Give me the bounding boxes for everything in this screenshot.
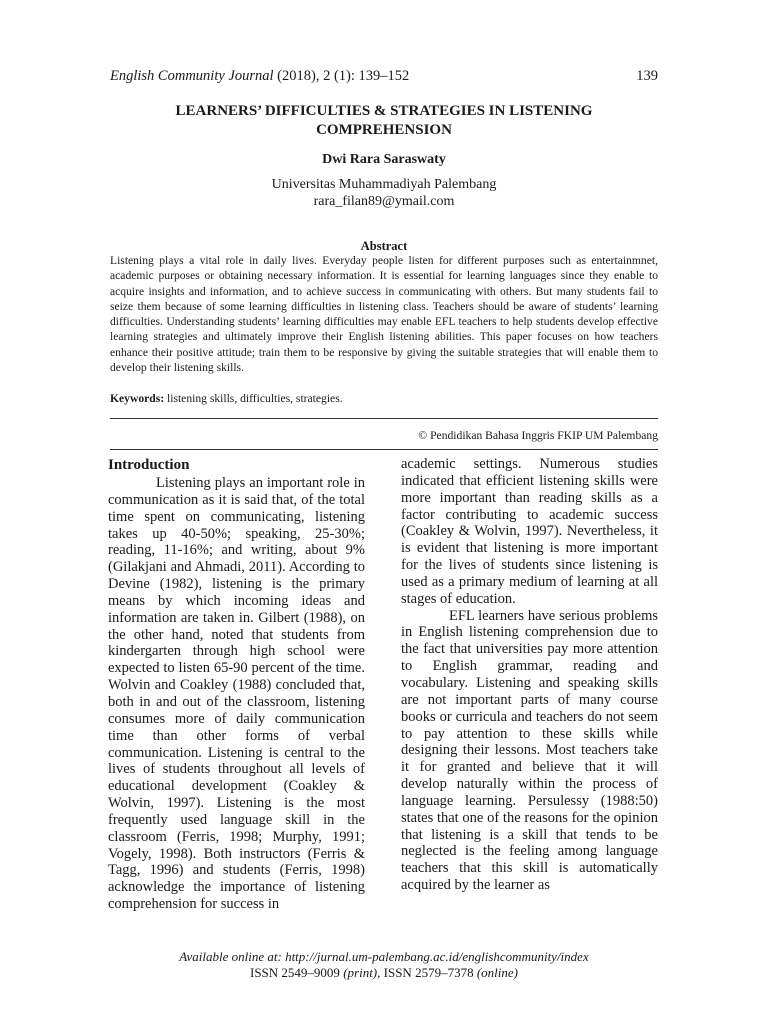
article-title: LEARNERS’ DIFFICULTIES & STRATEGIES IN LISTENING COMPREHENSION — [175, 103, 593, 138]
running-head — [110, 68, 658, 85]
issn-print-label: (print), — [343, 964, 381, 980]
issn-online: ISSN 2579–7378 — [383, 964, 474, 980]
author-name: Dwi Rara Saraswaty — [322, 152, 446, 167]
issn-line — [110, 965, 658, 981]
affiliation: Universitas Muhammadiyah Palembang — [271, 177, 497, 192]
journal-citation: (2018), 2 (1): 139–152 — [273, 68, 410, 84]
section-heading-introduction: Introduction — [108, 457, 190, 473]
body-column-right — [401, 456, 658, 894]
keywords-label: Keywords: — [110, 392, 165, 405]
author-affiliation-block — [110, 176, 658, 210]
body-paragraph: EFL learners have serious problems in English listening comprehension due to the fact that universities pay more attention to English grammar, reading and vocabulary. Listening and speaking skills are not important parts of many course books or curricula and teachers do not seem to pay attention to these skills while designing their lessons. Most teachers take it for granted and believe that it will develop naturally within the process of language learning. Persulessy (1988:50) states that one of the reasons for the opinion that listening is a skill that tends to be neglected is the feeling among language teachers that this skill is automatically acquired by the learner as — [401, 607, 658, 894]
keywords-list: listening skills, difficulties, strategies. — [164, 392, 343, 405]
issn-online-label: (online) — [476, 964, 518, 980]
copyright-notice: © Pendidikan Bahasa Inggris FKIP UM Palembang — [418, 429, 658, 442]
body-paragraph: Listening plays an important role in communication as it is said that, of the total time spent on communicating, listening takes up 40-50%; speaking, 25-30%; reading, 11-16%; and writing, about 9% (Gilakjani and Ahmadi, 2011). According to Devine (1982), listening is the primary means by which incoming ideas and information are taken in. Gilbert (1988), on the other hand, noted that students from kindergarten through high school were expected to listen 65-90 percent of the time. Wolvin and Coakley (1988) concluded that, both in and out of the classroom, listening consumes more of daily communication time than other forms of verbal communication. Listening is central to the lives of students throughout all levels of educational development (Coakley & Wolvin, 1997). Listening is the most frequently used language skill in the classroom (Ferris, 1998; Murphy, 1991; Vogely, 1998). Both instructors (Ferris & Tagg, 1996) and students (Ferris, 1998) acknowledge the importance of listening comprehension for success in — [108, 475, 365, 913]
abstract-text: Listening plays a vital role in daily lives. Everyday people listen for different purposes such as entertainmnet, academic purposes or obtaining necessary information. It is essential for learning languages since they enable to acquire insights and information, and to achieve success in communicating with others. But many students fail to seize them because of some learning difficulties in listening class. Teachers should be aware of students’ learning difficulties. Understanding students’ learning difficulties may enable EFL teachers to help students develop effective learning strategies and ultimately improve their English listening abilities. This paper focuses on how teachers enhance their positive attitude; train them to be responsive by giving the suitable strategies that will enable them to develop their listening skills. — [110, 254, 658, 375]
online-availability: Available online at: http://jurnal.um-palembang.ac.id/englishcommunity/index — [179, 949, 589, 964]
issn-print: ISSN 2549–9009 — [250, 964, 340, 980]
author-email: rara_filan89@ymail.com — [313, 194, 455, 209]
body-paragraph: academic settings. Numerous studies indicated that efficient listening skills were more important than reading skills as a factor contributing to academic success (Coakley & Wolvin, 1997). Nevertheless, it is evident that listening is more important for the lives of students since listening is used as a primary medium of learning at all stages of education. — [401, 456, 658, 607]
page-number: 139 — [636, 68, 658, 84]
divider-top — [110, 418, 658, 419]
page-footer — [110, 949, 658, 980]
keywords-line — [110, 392, 658, 405]
journal-title: English Community Journal — [110, 68, 274, 84]
abstract-heading: Abstract — [360, 239, 408, 253]
body-column-left — [108, 456, 365, 913]
divider-bottom — [110, 449, 658, 450]
